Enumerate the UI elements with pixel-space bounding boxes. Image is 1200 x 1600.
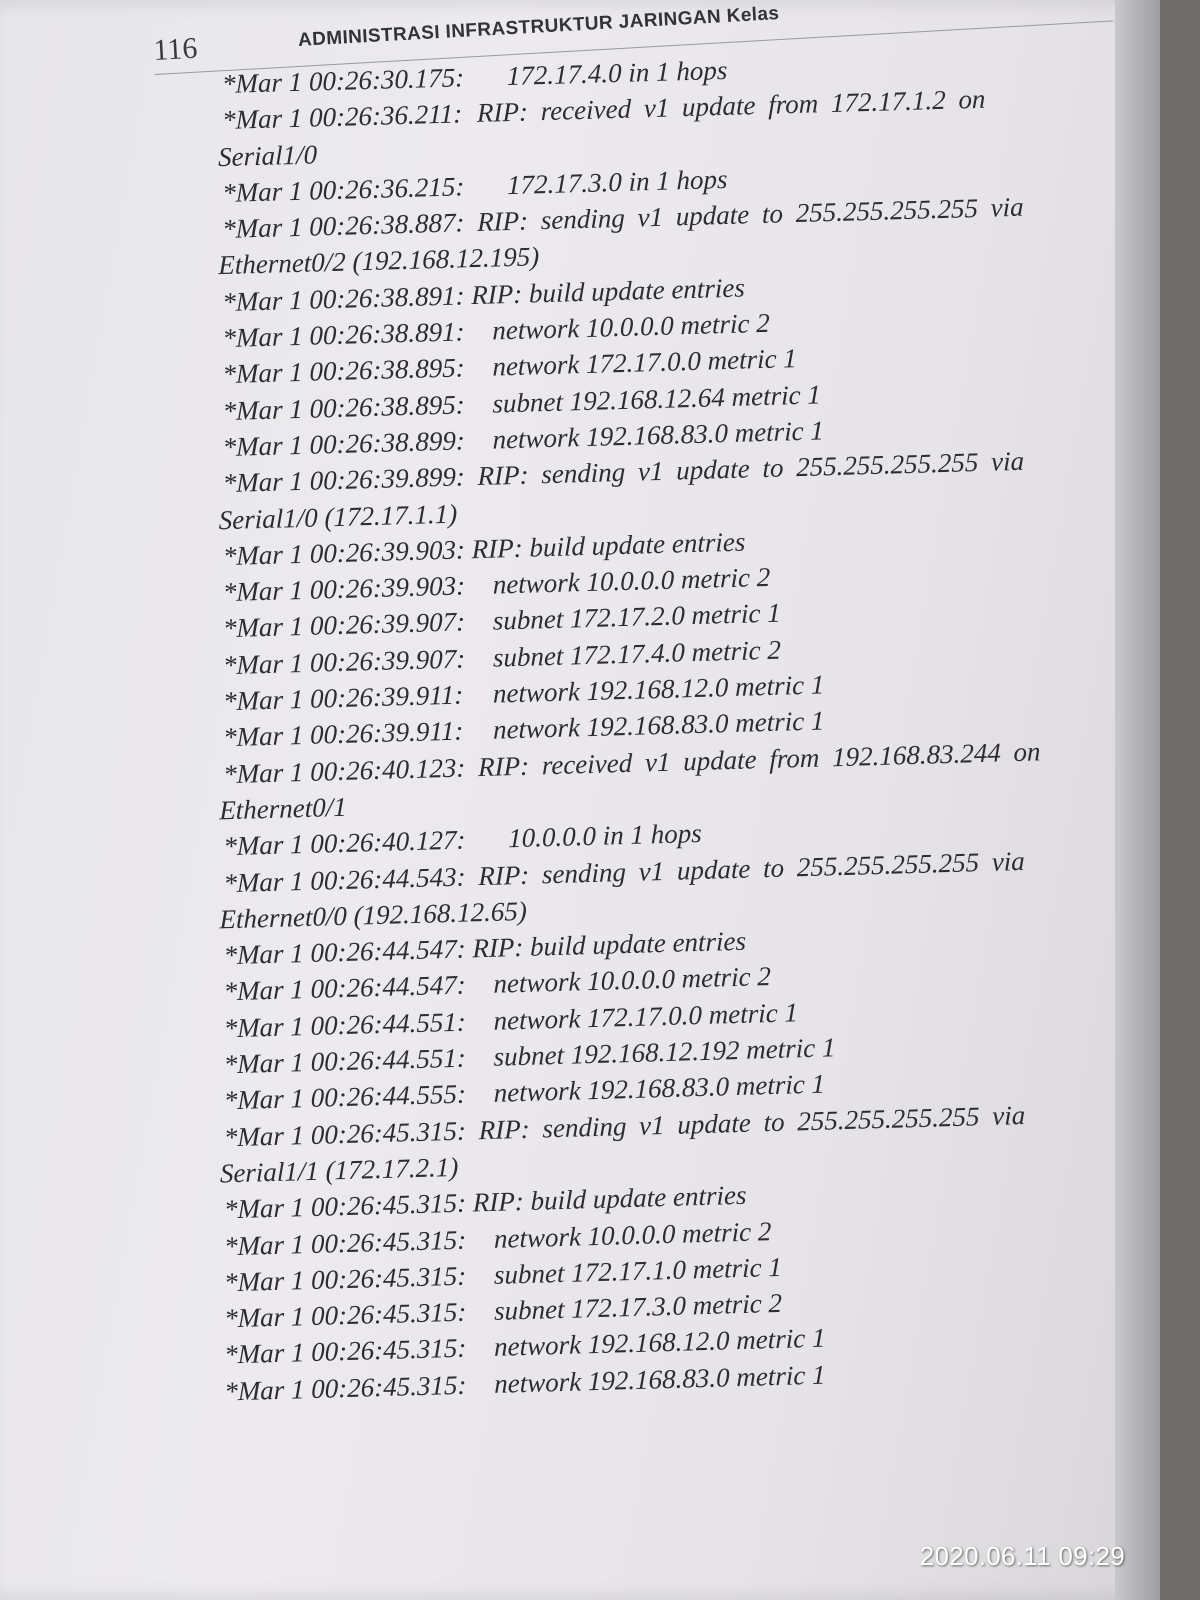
- log-message: RIP: received v1 update from 172.17.1.2 on: [476, 83, 986, 129]
- log-timestamp: *Mar 1 00:26:38.891:: [222, 280, 465, 317]
- log-timestamp: *Mar 1 00:26:44.555:: [223, 1078, 466, 1116]
- log-message: RIP: build update entries: [472, 925, 747, 964]
- log-message: RIP: build update entries: [471, 526, 746, 565]
- log-message: RIP: sending v1 update to 255.255.255.255 via: [478, 1099, 1026, 1145]
- log-timestamp: *Mar 1 00:26:39.907:: [223, 643, 466, 680]
- log-timestamp: *Mar 1 00:26:44.547:: [223, 969, 466, 1007]
- log-timestamp: *Mar 1 00:26:39.907:: [222, 606, 466, 644]
- log-message: network 192.168.83.0 metric 1: [492, 415, 824, 455]
- photo-timestamp: 2020.06.11 09:29: [919, 1541, 1125, 1571]
- log-timestamp: *Mar 1 00:26:44.543:: [223, 861, 466, 898]
- log-timestamp: *Mar 1 00:26:38.895:: [222, 389, 465, 426]
- log-message: RIP: build update entries: [471, 272, 745, 310]
- log-timestamp: *Mar 1 00:26:38.895:: [222, 352, 465, 390]
- log-timestamp: *Mar 1 00:26:30.175:: [222, 62, 465, 100]
- log-timestamp: *Mar 1 00:26:38.899:: [222, 425, 465, 463]
- page-gutter-shadow: [1115, 0, 1160, 1600]
- log-message: network 10.0.0.0 metric 2: [493, 961, 771, 1000]
- log-message: RIP: build update entries: [472, 1179, 747, 1218]
- log-timestamp: *Mar 1 00:26:39.911:: [223, 679, 464, 717]
- log-message: RIP: sending v1 update to 255.255.255.255 via: [477, 191, 1024, 238]
- log-message: network 10.0.0.0 metric 2: [492, 562, 771, 600]
- log-message: network 172.17.0.0 metric 1: [493, 997, 798, 1036]
- log-message: RIP: sending v1 update to 255.255.255.255 via: [477, 446, 1025, 492]
- log-timestamp: *Mar 1 00:26:44.547:: [223, 933, 466, 971]
- log-message: subnet 192.168.12.192 metric 1: [493, 1032, 836, 1072]
- log-message: RIP: received v1 update from 192.168.83.244 on: [478, 736, 1041, 782]
- log-message: network 192.168.12.0 metric 1: [492, 669, 825, 709]
- rip-debug-log: [218, 42, 1084, 1409]
- log-timestamp: *Mar 1 00:26:40.123:: [223, 752, 466, 789]
- log-continuation: Serial1/0 (172.17.1.1): [218, 498, 458, 535]
- log-message: network 192.168.83.0 metric 1: [493, 705, 825, 746]
- log-continuation: Serial1/0: [218, 138, 318, 172]
- log-message: subnet 172.17.4.0 metric 2: [492, 634, 781, 673]
- log-message: network 172.17.0.0 metric 1: [492, 343, 797, 382]
- log-timestamp: *Mar 1 00:26:40.127:: [223, 824, 466, 862]
- log-message: 10.0.0.0 in 1 hops: [508, 818, 702, 854]
- log-timestamp: *Mar 1 00:26:39.899:: [222, 461, 465, 499]
- log-timestamp: *Mar 1 00:26:38.887:: [222, 207, 465, 245]
- log-timestamp: *Mar 1 00:26:36.211:: [222, 98, 463, 136]
- log-timestamp: *Mar 1 00:26:45.315:: [224, 1224, 467, 1261]
- log-message: network 192.168.83.0 metric 1: [493, 1068, 826, 1109]
- log-continuation: Ethernet0/2 (192.168.12.195): [218, 241, 540, 281]
- log-timestamp: *Mar 1 00:26:45.315:: [223, 1115, 467, 1152]
- log-timestamp: *Mar 1 00:26:39.911:: [223, 715, 464, 753]
- log-timestamp: *Mar 1 00:26:38.891:: [222, 316, 465, 354]
- page-number: 116: [152, 31, 199, 68]
- running-title: ADMINISTRASI INFRASTRUKTUR JARINGAN Kelas: [297, 3, 780, 51]
- log-message: 172.17.4.0 in 1 hops: [506, 54, 728, 92]
- log-message: subnet 172.17.3.0 metric 2: [494, 1287, 782, 1326]
- log-timestamp: *Mar 1 00:26:45.315:: [224, 1333, 467, 1370]
- log-timestamp: *Mar 1 00:26:36.215:: [222, 171, 465, 208]
- log-timestamp: *Mar 1 00:26:45.315:: [223, 1187, 467, 1225]
- log-timestamp: *Mar 1 00:26:39.903:: [222, 570, 466, 608]
- log-continuation: Serial1/1 (172.17.2.1): [219, 1151, 459, 1189]
- log-timestamp: *Mar 1 00:26:39.903:: [222, 534, 466, 572]
- log-message: RIP: sending v1 update to 255.255.255.255 via: [478, 845, 1025, 891]
- log-timestamp: *Mar 1 00:26:44.551:: [223, 1042, 466, 1080]
- log-message: network 192.168.83.0 metric 1: [494, 1359, 826, 1399]
- log-timestamp: *Mar 1 00:26:45.315:: [224, 1296, 467, 1334]
- log-message: subnet 172.17.2.0 metric 1: [492, 598, 781, 637]
- log-message: subnet 192.168.12.64 metric 1: [492, 379, 821, 419]
- log-timestamp: *Mar 1 00:26:44.551:: [223, 1006, 466, 1044]
- log-continuation: Ethernet0/0 (192.168.12.65): [219, 895, 527, 935]
- log-timestamp: *Mar 1 00:26:45.315:: [224, 1369, 467, 1407]
- log-message: 172.17.3.0 in 1 hops: [507, 163, 728, 200]
- log-continuation: Ethernet0/1: [219, 791, 347, 826]
- log-message: subnet 172.17.1.0 metric 1: [493, 1251, 782, 1290]
- log-message: network 192.168.12.0 metric 1: [494, 1323, 826, 1363]
- log-timestamp: *Mar 1 00:26:45.315:: [224, 1260, 467, 1298]
- log-message: network 10.0.0.0 metric 2: [493, 1215, 772, 1254]
- log-message: network 10.0.0.0 metric 2: [492, 307, 770, 346]
